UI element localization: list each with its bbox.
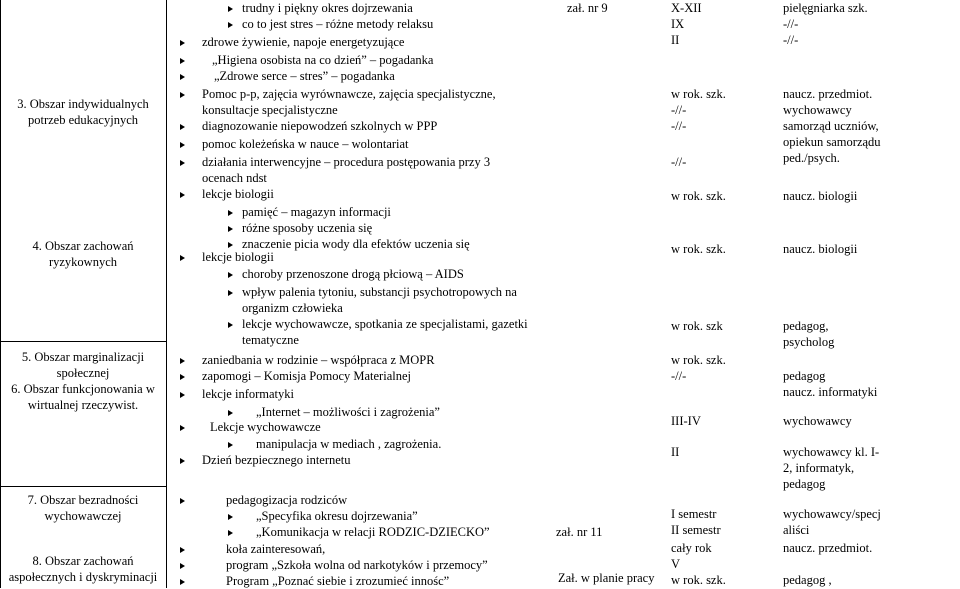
task-item: znaczenie picia wody dla efektów uczenia się — [242, 237, 470, 251]
responsible-cell: ped./psych. — [783, 151, 840, 165]
task-item: organizm człowieka — [242, 301, 343, 315]
responsible-cell: naucz. przedmiot. — [783, 541, 873, 555]
area-cell: 6. Obszar funkcjonowania w wirtualnej rzeczywist. — [11, 382, 155, 412]
responsible-cell: -//- — [783, 17, 799, 31]
task-item: „Zdrowe serce – stres” – pogadanka — [214, 69, 395, 83]
task-item: zaniedbania w rodzinie – współpraca z MOPR — [202, 353, 435, 367]
bullet-icon — [228, 22, 233, 28]
bullet-icon — [228, 514, 233, 520]
date-cell: II semestr — [671, 523, 721, 537]
task-item: lekcje wychowawcze, spotkania ze specjalistami, gazetki — [242, 317, 528, 331]
bullet-icon — [180, 458, 185, 464]
bullet-icon — [180, 255, 185, 261]
responsible-cell: wychowawcy — [783, 414, 852, 428]
bullet-icon — [180, 425, 185, 431]
date-cell: -//- — [671, 155, 687, 169]
responsible-cell: wychowawcy kl. I- — [783, 445, 880, 459]
date-cell: II — [671, 33, 680, 47]
task-item: lekcje informatyki — [202, 387, 294, 401]
date-cell: III-IV — [671, 414, 701, 428]
bullet-icon — [180, 392, 185, 398]
date-cell: IX — [671, 17, 685, 31]
task-item: koła zainteresowań, — [226, 542, 326, 556]
bullet-icon — [228, 322, 233, 328]
bullet-icon — [180, 498, 185, 504]
responsible-cell: samorząd uczniów, — [783, 119, 879, 133]
bullet-icon — [228, 226, 233, 232]
responsible-cell: pedagog , — [783, 573, 832, 587]
task-item: pedagogizacja rodziców — [226, 493, 348, 507]
date-cell: II — [671, 445, 680, 459]
attachment-ref: Zał. w planie pracy — [558, 571, 655, 585]
date-cell: V — [671, 557, 681, 571]
date-cell: -//- — [671, 119, 687, 133]
bullet-icon — [180, 563, 185, 569]
task-item: pomoc koleżeńska w nauce – wolontariat — [202, 137, 409, 151]
date-cell: -//- — [671, 103, 687, 117]
responsible-cell: wychowawcy/specj — [783, 507, 881, 521]
bullet-icon — [180, 58, 185, 64]
task-item: „Higiena osobista na co dzień” – pogadanka — [212, 53, 434, 67]
responsible-cell: -//- — [783, 33, 799, 47]
task-item: Program „Poznać siebie i zrozumieć innośc” — [226, 574, 450, 588]
task-item: manipulacja w mediach , zagrożenia. — [256, 437, 442, 451]
bullet-icon — [228, 272, 233, 278]
date-cell: w rok. szk. — [671, 242, 726, 256]
task-item: „Internet – możliwości i zagrożenia” — [256, 405, 440, 419]
task-item: konsultacje specjalistyczne — [202, 103, 338, 117]
task-item: zapomogi – Komisja Pomocy Materialnej — [202, 369, 411, 383]
date-cell: w rok. szk — [671, 319, 723, 333]
bullet-icon — [228, 210, 233, 216]
responsible-cell: aliści — [783, 523, 810, 537]
task-item: wpływ palenia tytoniu, substancji psychotropowych na — [242, 285, 517, 299]
responsible-cell: pielęgniarka szk. — [783, 1, 868, 15]
task-item: diagnozowanie niepowodzeń szkolnych w PPP — [202, 119, 438, 133]
task-item: pamięć – magazyn informacji — [242, 205, 391, 219]
area-cell: 3. Obszar indywidualnych potrzeb edukacyjnych — [17, 97, 149, 127]
task-item: „Specyfika okresu dojrzewania” — [256, 509, 418, 523]
date-cell: X-XII — [671, 1, 702, 15]
area-cell: 4. Obszar zachowań ryzykownych — [32, 239, 134, 269]
date-cell: I semestr — [671, 507, 717, 521]
task-item: choroby przenoszone drogą płciową – AIDS — [242, 267, 464, 281]
responsible-cell: naucz. biologii — [783, 189, 858, 203]
task-item: program „Szkoła wolna od narkotyków i przemocy” — [226, 558, 488, 572]
bullet-icon — [180, 124, 185, 130]
date-cell: -//- — [671, 369, 687, 383]
bullet-icon — [180, 160, 185, 166]
bullet-icon — [180, 579, 185, 585]
bullet-icon — [180, 40, 185, 46]
area-cell: 8. Obszar zachowań aspołecznych i dyskryminacji — [8, 554, 158, 584]
responsible-cell: pedagog — [783, 477, 826, 491]
row-divider — [0, 486, 167, 487]
responsible-cell: naucz. biologii — [783, 242, 858, 256]
bullet-icon — [180, 74, 185, 80]
task-item: działania interwencyjne – procedura postępowania przy 3 — [202, 155, 491, 169]
task-item: Lekcje wychowawcze — [210, 420, 321, 434]
responsible-cell: opiekun samorządu — [783, 135, 881, 149]
task-item: ocenach ndst — [202, 171, 267, 185]
area-cell: 7. Obszar bezradności wychowawczej — [27, 493, 139, 523]
bullet-icon — [180, 547, 185, 553]
task-item: różne sposoby uczenia się — [242, 221, 373, 235]
task-item: tematyczne — [242, 333, 299, 347]
responsible-cell: naucz. przedmiot. — [783, 87, 873, 101]
responsible-cell: pedagog — [783, 369, 826, 383]
bullet-icon — [180, 192, 185, 198]
bullet-icon — [180, 92, 185, 98]
bullet-icon — [228, 290, 233, 296]
task-item: lekcje biologii — [202, 187, 274, 201]
table-column-divider — [166, 0, 167, 588]
task-item: „Komunikacja w relacji RODZIC-DZIECKO” — [256, 525, 490, 539]
date-cell: w rok. szk. — [671, 353, 726, 367]
attachment-ref: zał. nr 11 — [556, 525, 603, 539]
task-item: Dzień bezpiecznego internetu — [202, 453, 351, 467]
bullet-icon — [180, 374, 185, 380]
bullet-icon — [228, 442, 233, 448]
row-divider — [0, 341, 167, 342]
task-item: zdrowe żywienie, napoje energetyzujące — [202, 35, 405, 49]
bullet-icon — [228, 242, 233, 248]
task-item: co to jest stres – różne metody relaksu — [242, 17, 434, 31]
bullet-icon — [180, 142, 185, 148]
responsible-cell: psycholog — [783, 335, 835, 349]
area-cell: 5. Obszar marginalizacji społecznej — [21, 350, 145, 380]
bullet-icon — [228, 410, 233, 416]
responsible-cell: naucz. informatyki — [783, 385, 878, 399]
date-cell: w rok. szk. — [671, 189, 726, 203]
task-item: Pomoc p-p, zajęcia wyrównawcze, zajęcia specjalistyczne, — [202, 87, 496, 101]
bullet-icon — [228, 6, 233, 12]
bullet-icon — [180, 358, 185, 364]
attachment-ref: zał. nr 9 — [567, 1, 608, 15]
responsible-cell: wychowawcy — [783, 103, 852, 117]
responsible-cell: pedagog, — [783, 319, 829, 333]
responsible-cell: 2, informatyk, — [783, 461, 855, 475]
bullet-icon — [228, 530, 233, 536]
task-item: lekcje biologii — [202, 250, 274, 264]
date-cell: cały rok — [671, 541, 712, 555]
task-item: trudny i piękny okres dojrzewania — [242, 1, 413, 15]
date-cell: w rok. szk. — [671, 87, 726, 101]
date-cell: w rok. szk. — [671, 573, 726, 587]
